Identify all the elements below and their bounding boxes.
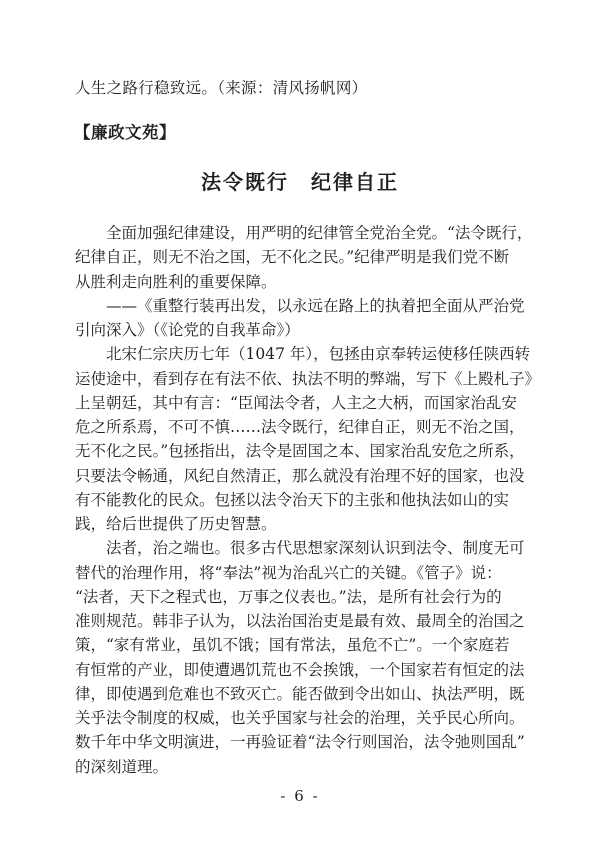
body-line: 法者，治之端也。很多古代思想家深刻认识到法令、制度无可	[106, 539, 525, 558]
body-line: 北宋仁宗庆历七年（1047 年），包拯由京奉转运使移任陕西转	[106, 345, 531, 364]
article-title: 法令既行 纪律自正	[201, 170, 399, 194]
body-line: 无不化之民。”包拯指出，法令是固国之本、国家治乱安危之所系，	[75, 442, 525, 461]
body-paragraph-1	[75, 221, 533, 294]
section-header: 【廉政文苑】	[74, 123, 176, 142]
body-paragraph-4	[75, 536, 527, 779]
body-line: 有恒常的产业，即使遭遇饥荒也不会挨饿，一个国家若有恒定的法	[75, 660, 525, 679]
body-line: 引向深入》（《论党的自我革命》）	[75, 321, 300, 339]
carryover-paragraph-line: 人生之路行稳致远。（来源：清风扬帆网）	[75, 79, 368, 97]
body-line: 的深刻道理。	[75, 757, 169, 776]
body-line: 有不能教化的民众。包拯以法令治天下的主张和他执法如山的实	[75, 490, 510, 509]
body-line: “法者，天下之程式也，万事之仪表也。”法，是所有社会行为的	[75, 587, 502, 606]
body-line: 从胜利走向胜利的重要保障。	[75, 272, 277, 291]
body-line: 上呈朝廷，其中有言：“臣闻法令者，人主之大柄，而国家治乱安	[75, 393, 517, 412]
body-paragraph-3	[75, 342, 541, 536]
body-line: 准则规范。韩非子认为，以法治国治吏是最有效、最周全的治国之	[75, 612, 525, 630]
body-line: ——《重整行装再出发，以永远在路上的执着把全面从严治党	[106, 296, 525, 315]
body-line: 关乎法令制度的权威，也关乎国家与社会的治理，关乎民心所向。	[75, 709, 525, 727]
document-body	[75, 221, 541, 779]
body-line: 践，给后世提供了历史智慧。	[75, 515, 277, 533]
body-line: 策，“家有常业，虽饥不饿；国有常法，虽危不亡”。一个家庭若	[75, 636, 510, 655]
body-line: 运使途中，看到存在有法不依、执法不明的弊端，写下《上殿札子》	[75, 369, 541, 388]
body-line: 纪律自正，则无不治之国，无不化之民。”纪律严明是我们党不断	[75, 248, 510, 267]
body-line: 全面加强纪律建设，用严明的纪律管全党治全党。“法令既行，	[106, 224, 533, 242]
page-number: - 6 -	[280, 787, 320, 805]
body-line: 只要法令畅通，风纪自然清正，那么就没有治理不好的国家，也没	[75, 466, 525, 485]
body-line: 律，即使遇到危难也不致灭亡。能否做到令出如山、执法严明，既	[75, 684, 525, 703]
body-line: 数千年中华文明演进，一再验证着“法令行则国治，法令弛则国乱”	[75, 733, 525, 752]
body-line: 替代的治理作用，将“奉法”视为治乱兴亡的关键。《管子》说：	[75, 563, 502, 582]
body-line: 危之所系焉，不可不慎……法令既行，纪律自正，则无不治之国，	[75, 418, 525, 436]
body-paragraph-2	[75, 294, 527, 343]
